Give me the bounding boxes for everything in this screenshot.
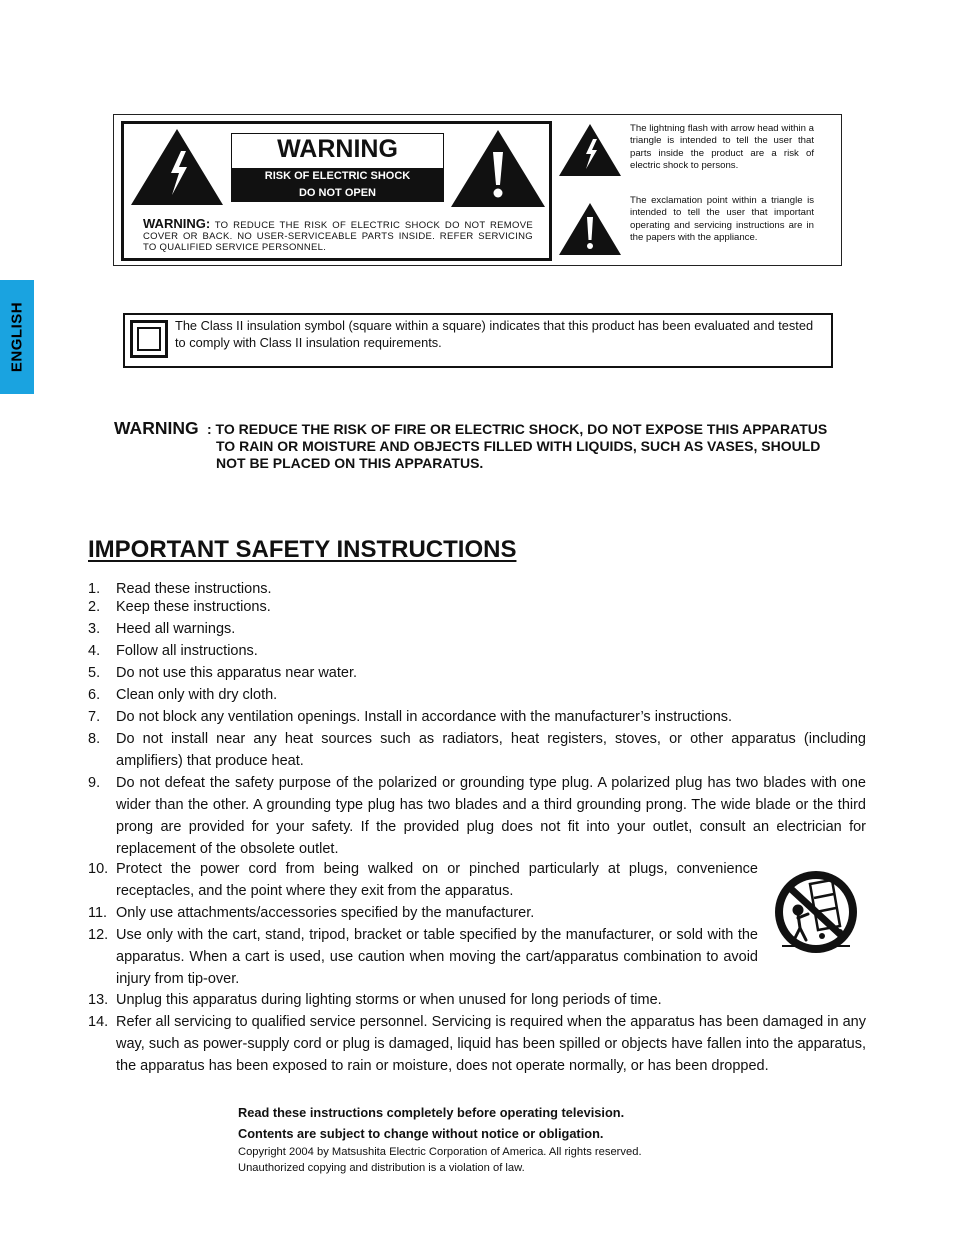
item-number: 7. xyxy=(88,709,101,725)
item-text: Heed all warnings. xyxy=(116,621,236,637)
item-number: 8. xyxy=(88,731,101,747)
exclamation-triangle-icon xyxy=(451,130,545,207)
item-text: Use only with the cart, stand, tripod, bracket or table specified by the manufacturer, or sold with the apparatus. When a cart is used, use caution when moving the cart/apparatus combination to avoid injury from tip-over. xyxy=(116,927,758,987)
item-number: 11. xyxy=(88,905,108,921)
item-text: Protect the power cord from being walked on or pinched particularly at plugs, convenience receptacles, and the point where they exit from the apparatus. xyxy=(116,861,758,899)
main-warning-label: WARNING xyxy=(114,418,199,438)
warning-body xyxy=(143,218,533,253)
footer-copyright: Copyright 2004 by Matsushita Electric Corporation of America. All rights reserved. xyxy=(238,1146,642,1158)
item-number: 9. xyxy=(88,775,101,791)
footer-contents-notice: Contents are subject to change without notice or obligation. xyxy=(238,1126,604,1141)
item-text: Keep these instructions. xyxy=(116,599,271,615)
warning-subtitle xyxy=(232,168,443,202)
language-tab-label: ENGLISH xyxy=(8,301,26,373)
item-text: Only use attachments/accessories specified by the manufacturer. xyxy=(116,905,535,921)
warning-title: WARNING xyxy=(277,135,398,163)
item-number: 4. xyxy=(88,643,101,659)
item-text: Refer all servicing to qualified service personnel. Servicing is required when the apparatus has been damaged in any way, such as power-supply cord or plug is damaged, liquid has been spilled or objects have fallen into the apparatus, the apparatus has been exposed to rain or moisture, does not operate normally, or has been dropped. xyxy=(116,1014,866,1074)
lightning-triangle-icon xyxy=(131,129,223,205)
item-text: Do not use this apparatus near water. xyxy=(116,665,358,681)
exclamation-note: The exclamation point within a triangle is intended to tell the user that important operating and servicing instructions are in the papers with the appliance. xyxy=(630,195,814,244)
item-number: 3. xyxy=(88,621,101,637)
item-number: 1. xyxy=(88,581,101,597)
item-number: 13. xyxy=(88,992,109,1008)
item-number: 6. xyxy=(88,687,101,703)
page-title: IMPORTANT SAFETY INSTRUCTIONS xyxy=(88,536,517,563)
item-text: Follow all instructions. xyxy=(116,643,258,659)
warning-title-box xyxy=(231,133,444,202)
main-warning-body: : TO REDUCE THE RISK OF FIRE OR ELECTRIC SHOCK, DO NOT EXPOSE THIS APPARATUS TO RAIN OR MOISTURE AND OBJECTS FILLED WITH LIQUIDS, SUCH AS VASES, SHOULD NOT BE PLACED ON THIS APPARATUS. xyxy=(207,421,828,471)
warning-body-prefix: WARNING: xyxy=(143,216,211,231)
cart-tipover-icon xyxy=(774,870,858,954)
lightning-triangle-icon xyxy=(559,124,621,176)
item-number: 10. xyxy=(88,861,109,877)
item-number: 5. xyxy=(88,665,101,681)
warning-body-text: TO REDUCE THE RISK OF ELECTRIC SHOCK DO NOT REMOVE COVER OR BACK. NO USER-SERVICEABLE PARTS INSIDE. REFER SERVICING TO QUALIFIED SERVICE PERSONNEL. xyxy=(143,220,533,253)
item-number: 12. xyxy=(88,927,109,943)
item-text: Read these instructions. xyxy=(116,581,272,597)
item-text: Clean only with dry cloth. xyxy=(116,687,278,703)
warning-subtitle-line2: DO NOT OPEN xyxy=(298,187,376,199)
item-text: Do not block any ventilation openings. Install in accordance with the manufacturer’s instructions. xyxy=(116,709,733,725)
footer-read-instructions: Read these instructions completely before operating television. xyxy=(238,1105,625,1120)
language-tab xyxy=(0,280,34,394)
warning-subtitle-line1: RISK OF ELECTRIC SHOCK xyxy=(264,170,411,182)
item-text: Unplug this apparatus during lighting storms or when unused for long periods of time. xyxy=(116,992,662,1008)
footer-unauthorized: Unauthorized copying and distribution is a violation of law. xyxy=(238,1162,525,1174)
item-number: 2. xyxy=(88,599,101,615)
item-text: Do not defeat the safety purpose of the polarized or grounding type plug. A polarized plug has two blades with one wider than the other. A grounding type plug has two blades and a third grounding prong. The wide blade or the third prong are provided for your safety. If the provided plug does not fit into your outlet, consult an electrician for replacement of the obsolete outlet. xyxy=(116,775,866,857)
class2-text: The Class II insulation symbol (square within a square) indicates that this product has been evaluated and tested to comply with Class II insulation requirements. xyxy=(175,318,814,350)
item-number: 14. xyxy=(88,1014,109,1030)
item-text: Do not install near any heat sources such as radiators, heat registers, stoves, or other apparatus (including amplifiers) that produce heat. xyxy=(116,731,866,769)
class2-insulation-inner-square xyxy=(137,327,161,351)
lightning-note: The lightning flash with arrow head within a triangle is intended to tell the user that parts inside the product are a risk of electric shock to persons. xyxy=(630,123,814,172)
main-warning-text xyxy=(207,421,836,472)
exclamation-triangle-icon xyxy=(559,203,621,255)
